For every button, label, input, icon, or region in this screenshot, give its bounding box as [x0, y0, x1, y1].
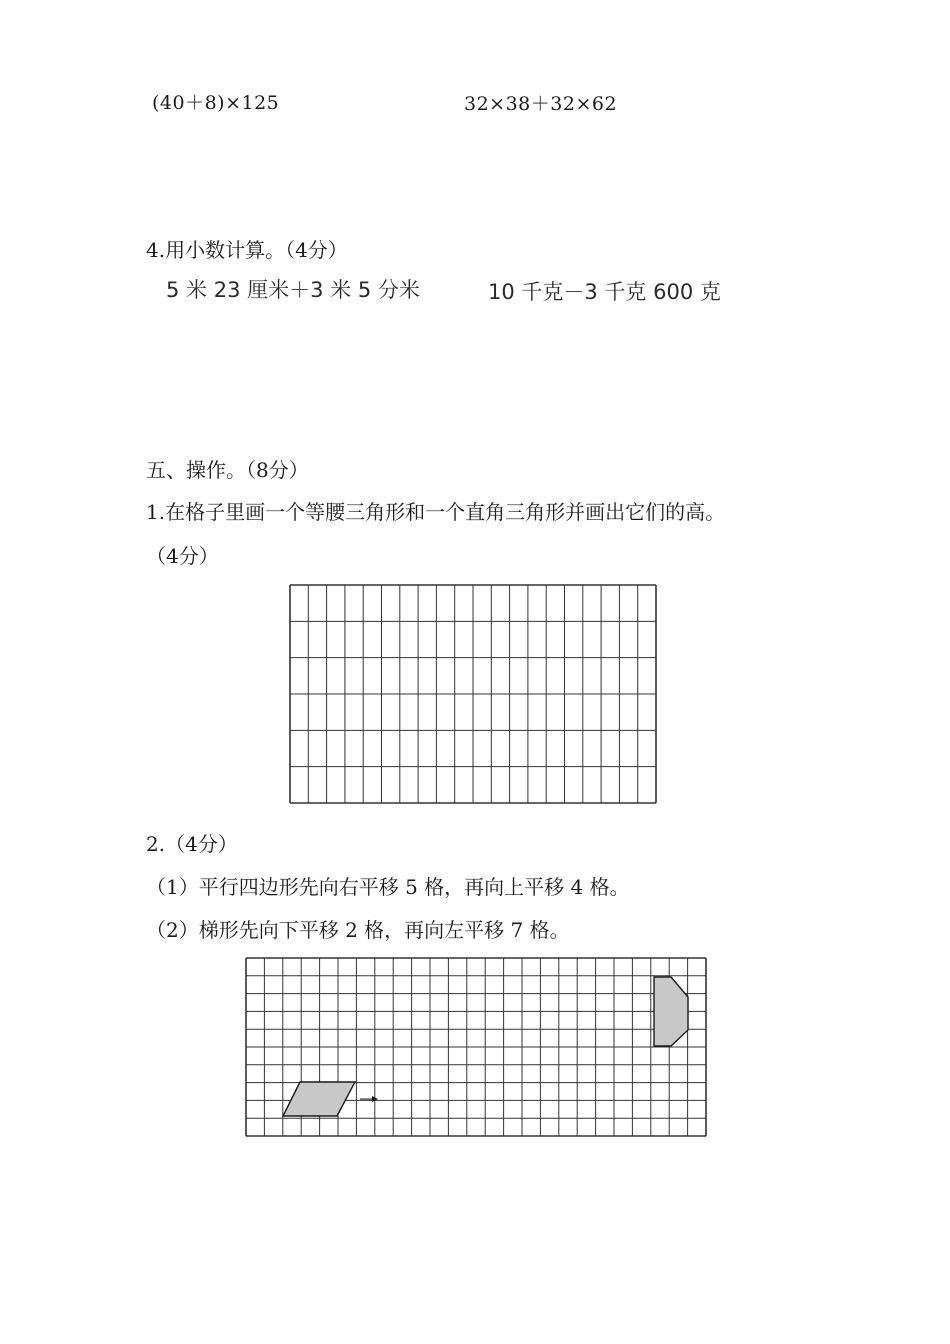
calc-expression-1: (40＋8)×125 — [152, 92, 280, 114]
drawing-grid-1[interactable] — [290, 585, 656, 803]
calc-expression-2: 32×38＋32×62 — [464, 93, 618, 115]
question-4-expression-2: 10 千克－3 千克 600 克 — [488, 280, 721, 304]
question-1-score: （4分） — [146, 544, 219, 568]
question-2-instruction-2: （2）梯形先向下平移 2 格，再向左平移 7 格。 — [146, 918, 570, 942]
section-5-title: 五、操作。（8分） — [146, 458, 309, 482]
question-4-title: 4.用小数计算。（4分） — [146, 238, 348, 262]
question-2-instruction-1: （1）平行四边形先向右平移 5 格，再向上平移 4 格。 — [146, 875, 630, 899]
trapezoid-shape — [654, 977, 688, 1046]
question-1-text: 1.在格子里画一个等腰三角形和一个直角三角形并画出它们的高。 — [146, 500, 726, 524]
question-4-expression-1: 5 米 23 厘米＋3 米 5 分米 — [166, 278, 420, 302]
question-2-title: 2.（4分） — [146, 832, 238, 856]
parallelogram-shape — [283, 1082, 355, 1116]
